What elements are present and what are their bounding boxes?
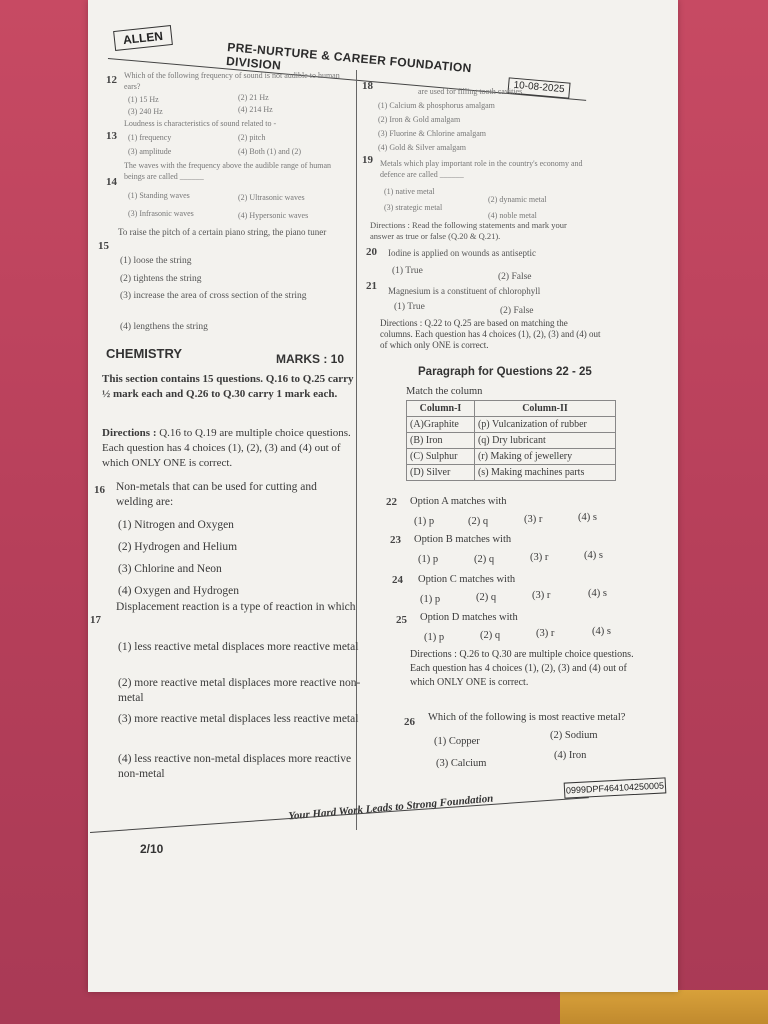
option: (2) Iron & Gold amalgam [378,115,461,124]
option: (1) native metal [384,187,435,196]
option: (2) pitch [238,133,266,142]
option: (2) Ultrasonic waves [238,193,305,202]
option: (2) tightens the string [120,274,202,284]
question-text: Option C matches with [418,574,516,585]
option: (1) True [392,266,423,276]
question-text: Magnesium is a constituent of chlorophyll [388,286,541,296]
option: (3) 240 Hz [128,107,163,116]
option: (4) s [584,550,603,561]
option: (1) less reactive metal displaces more reactive metal [118,641,359,653]
exam-page [88,0,678,992]
option: (1) Standing waves [128,191,190,200]
option: (2) 21 Hz [238,93,269,102]
option: (4) less reactive non-metal displaces more reactive non-metal [118,753,352,780]
question-number: 22 [386,496,397,508]
column-header: Column-II [474,401,615,417]
directions-text: Directions : Q.22 to Q.25 are based on matching the columns. Each question has 4 choices (1), (2), (3) and (4) out of which only ONE is correct. [380,318,601,350]
question-number: 16 [94,484,105,496]
option: (4) Both (1) and (2) [238,147,302,156]
option: (3) r [524,514,543,525]
option: (3) more reactive metal displaces less reactive metal [118,713,359,725]
question-number: 23 [390,534,401,546]
question-text: Displacement reaction is a type of reaction in which [116,601,356,613]
question-text: Which of the following frequency of sound is not audible to human ears? [124,71,340,91]
question-text: are used for filling tooth cavities [418,87,523,96]
table-cell: (s) Making machines parts [474,465,615,481]
question-text: Option D matches with [420,612,518,623]
allen-logo: ALLEN [113,25,173,51]
section-intro: This section contains 15 questions. Q.16 to Q.25 carry ½ mark each and Q.26 to Q.30 carry 1 mark each. [102,373,354,400]
table-row [407,465,616,481]
option: (2) more reactive metal displaces more reactive non-metal [118,677,361,704]
option: (2) q [476,592,497,603]
table-cell: (C) Sulphur [407,449,475,465]
question-text: Option B matches with [414,534,512,545]
question-number: 19 [362,154,373,166]
table-cell: (A)Graphite [407,417,475,433]
page-number: 2/10 [140,842,164,856]
option: (4) s [588,588,607,599]
exam-date: 10-08-2025 [507,77,570,98]
directions-body: Q.16 to Q.19 are multiple choice questions. Each question has 4 choices (1), (2), (3) and (4) out of which ONLY ONE is correct. [102,427,351,469]
option: (3) increase the area of cross section of the string [120,291,307,301]
table-cell: (D) Silver [407,465,475,481]
section-title: CHEMISTRY [106,346,183,361]
option: (2) Hydrogen and Helium [118,541,238,553]
section-marks: MARKS : 10 [276,352,345,366]
option: (4) Gold & Silver amalgam [378,143,466,152]
question-number: 15 [98,240,109,252]
directions-label: Directions : [102,427,157,439]
question-text: To raise the pitch of a certain piano string, the piano tuner [118,227,327,237]
option: (2) dynamic metal [488,195,547,204]
option: (4) Hypersonic waves [238,211,309,220]
paragraph-title: Paragraph for Questions 22 - 25 [418,366,592,378]
option: (1) p [414,516,435,527]
option: (4) s [592,626,611,637]
table-row [407,417,616,433]
option: (1) p [418,554,439,565]
option: (3) amplitude [128,147,172,156]
option: (4) lengthens the string [120,322,208,332]
question-number: 18 [362,80,373,92]
question-text: Option A matches with [410,496,507,507]
question-text: The waves with the frequency above the audible range of human beings are called ______ [124,161,332,181]
question-text: Metals which play important role in the country's economy and defence are called ______ [380,159,583,179]
question-number: 26 [404,716,415,728]
option: (1) Nitrogen and Oxygen [118,519,234,531]
option: (1) Calcium & phosphorus amalgam [378,101,495,110]
table-header-row [407,401,616,417]
option: (1) loose the string [120,256,192,266]
paragraph-intro: Match the column [406,386,483,397]
question-number: 20 [366,246,377,258]
option: (3) r [536,628,555,639]
question-number: 25 [396,614,407,626]
table-surface [560,990,768,1024]
question-text: Iodine is applied on wounds as antiseptic [388,248,536,258]
table-row [407,449,616,465]
option: (1) p [424,632,445,643]
option: (3) r [530,552,549,563]
question-number: 24 [392,574,403,586]
footer-rule [90,797,589,833]
option: (2) False [498,272,532,282]
option: (2) False [500,306,534,316]
option: (4) Iron [554,750,587,761]
match-table [406,400,616,481]
division-title: PRE-NURTURE & CAREER FOUNDATION DIVISION [225,40,473,76]
question-number: 21 [366,280,377,292]
option: (3) strategic metal [384,203,443,212]
option: (3) Infrasonic waves [128,209,194,218]
table-cell: (p) Vulcanization of rubber [474,417,615,433]
question-number: 12 [106,74,117,86]
question-number: 13 [106,130,117,142]
tagline: Your Hard Work Leads to Strong Foundation [287,792,494,823]
question-text: Loudness is characteristics of sound related to - [124,119,277,128]
option: (3) Fluorine & Chlorine amalgam [378,129,486,138]
question-text: Non-metals that can be used for cutting and welding are: [116,481,317,508]
option: (2) q [474,554,495,565]
option: (3) Calcium [436,758,487,769]
paper-code: 0999DPF464104250005 [564,777,667,798]
option: (4) 214 Hz [238,105,273,114]
option: (4) Oxygen and Hydrogen [118,585,240,597]
column-header: Column-I [407,401,475,417]
option: (1) Copper [434,736,480,747]
table-cell: (r) Making of jewellery [474,449,615,465]
question-number: 14 [106,176,117,188]
option: (2) q [480,630,501,641]
option: (1) frequency [128,133,172,142]
option: (4) s [578,512,597,523]
option: (1) p [420,594,441,605]
question-text: Which of the following is most reactive metal? [428,712,626,723]
directions-text: Directions : Q.26 to Q.30 are multiple choice questions. Each question has 4 choices (1), (2), (3) and (4) out of which ONLY ONE is correct. [410,649,634,688]
table-cell: (B) Iron [407,433,475,449]
question-number: 17 [90,614,101,626]
table-row [407,433,616,449]
directions-text: Directions : Read the following statements and mark your answer as true or false (Q.20 & Q.21). [370,220,567,241]
option: (4) noble metal [488,211,537,220]
option: (1) 15 Hz [128,95,159,104]
directions-text [102,426,354,471]
option: (2) q [468,516,489,527]
option: (1) True [394,302,425,312]
option: (3) Chlorine and Neon [118,563,222,575]
table-cell: (q) Dry lubricant [474,433,615,449]
option: (2) Sodium [550,730,598,741]
option: (3) r [532,590,551,601]
